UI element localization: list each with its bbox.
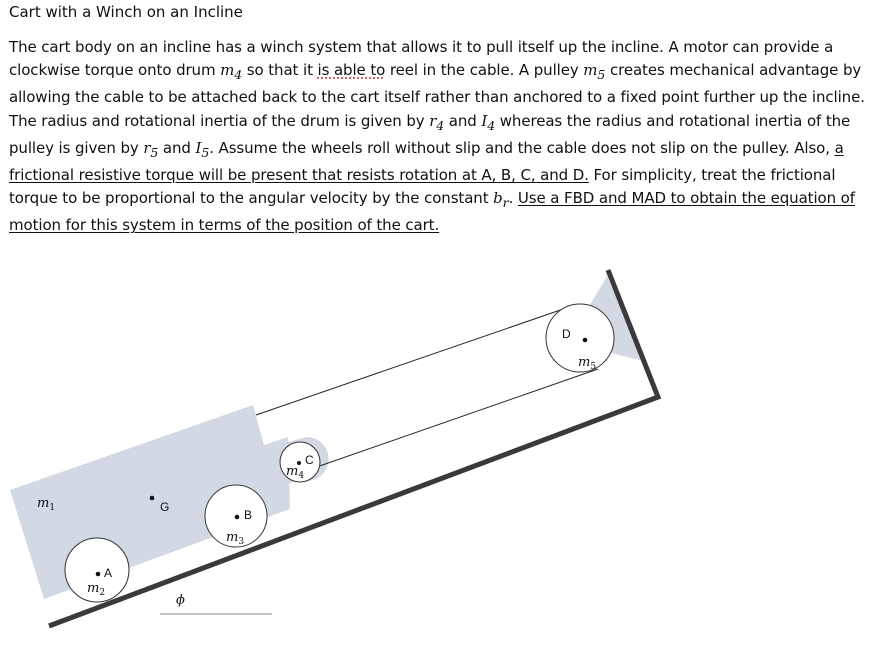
label-incline-angle-phi: ϕ	[176, 593, 185, 608]
text-segment: so that it	[242, 61, 318, 80]
point-G-dot	[150, 496, 155, 501]
text-segment: . Assume the wheels roll without slip and the cable does not slip on the pulley. Also,	[209, 138, 835, 157]
symbol-m5: $m_5$	[583, 61, 606, 83]
label-m3: $m_3$	[226, 530, 245, 547]
symbol-I5: $I_5$	[195, 138, 210, 160]
text-segment: reel in the cable. A pulley	[385, 61, 584, 80]
label-B: B	[244, 508, 253, 522]
label-G: G	[160, 500, 170, 514]
symbol-I4: $I_4$	[481, 111, 496, 133]
underlined-task: Use a FBD and MAD to obtain the equation of motion for this system in terms of the position of the cart.	[9, 189, 855, 235]
cable-upper	[256, 306, 572, 415]
grammar-flag-text: is able to	[317, 61, 386, 80]
symbol-m4: $m_4$	[220, 61, 243, 83]
point-D-dot	[583, 338, 588, 343]
symbol-r4: $r_4$	[429, 111, 445, 133]
label-m1: $m_1$	[37, 496, 56, 513]
text-segment: creates mechanical advantage by allowing the cable to be attached back to the cart itself rather than anchored to a fixed point further up the incline. The radius and rotational inertia of the drum is given by	[9, 61, 865, 130]
text-segment: The cart body on an incline has a winch system that allows it to pull itself up the incline. A motor can provide a clockwise torque onto drum	[9, 38, 834, 80]
label-m5: $m_5$	[578, 355, 597, 372]
text-segment: whereas the radius and rotational inertia of the pulley is given by	[9, 111, 851, 157]
point-B-dot	[235, 515, 240, 520]
label-m2: $m_2$	[87, 581, 106, 598]
symbol-r5: $r_5$	[143, 138, 159, 160]
cable-lower	[288, 369, 598, 477]
label-C: C	[305, 453, 314, 467]
label-m4: $m_4$	[286, 464, 305, 481]
point-A-dot	[96, 572, 101, 577]
label-D: D	[562, 327, 571, 341]
text-segment: and	[158, 138, 196, 157]
symbol-br: $b_r$	[493, 189, 509, 211]
document-title: Cart with a Winch on an Incline	[9, 3, 243, 21]
text-segment: .	[508, 189, 518, 208]
text-segment: For simplicity, treat the frictional torque to be proportional to the angular velocity by the constant	[9, 166, 836, 208]
label-A: A	[104, 566, 113, 580]
text-segment: and	[444, 111, 482, 130]
underlined-friction-note: a frictional resistive torque will be present that resists rotation at A, B, C, and D.	[9, 138, 844, 185]
